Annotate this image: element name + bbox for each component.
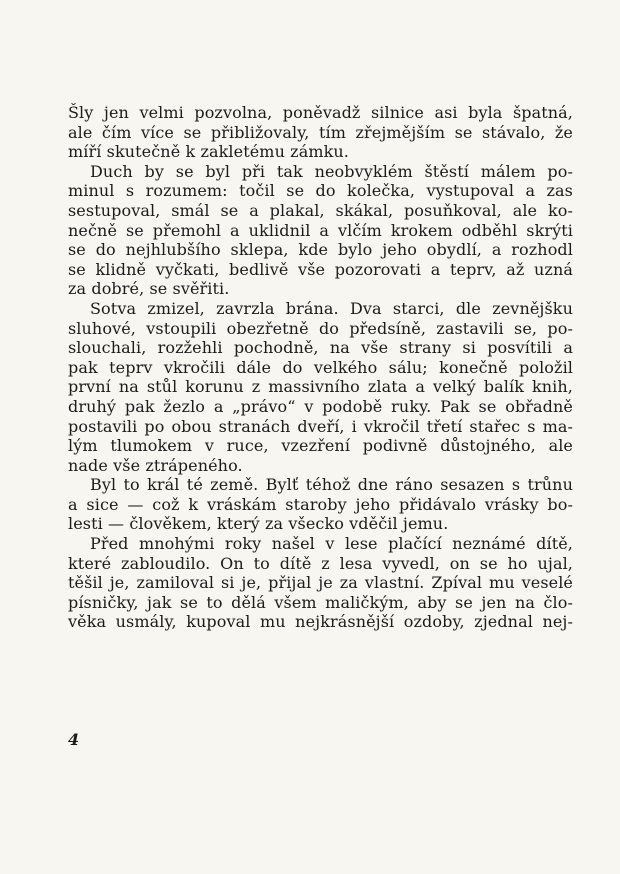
text-line: Před mnohými roky našel v lese plačící neznámé dítě,: [90, 534, 573, 554]
text-line: minul s rozumem: točil se do kolečka, vystupoval a zas: [68, 181, 573, 201]
text-line: slouchali, rozžehli pochodně, na vše strany si posvítili a: [68, 338, 573, 358]
text-line: ale čím více se přibližovaly, tím zřejmějším se stávalo, že: [68, 122, 573, 142]
text-line: se klidně vyčkati, bedlivě vše pozorovati a teprv, až uzná: [68, 259, 573, 279]
text-line: lým tlumokem v ruce, vzezření podivně důstojného, ale: [68, 436, 573, 456]
text-line: míří skutečně k zakletému zámku.: [68, 142, 349, 162]
text-line: Duch by se byl při tak neobvyklém štěstí málem po-: [90, 161, 573, 181]
text-line: pak teprv vkročili dále do velkého sálu; konečně položil: [68, 357, 573, 377]
text-line: sluhové, vstoupili obezřetně do předsíně, zastavili se, po-: [68, 318, 573, 338]
text-line: věka usmály, kupoval mu nejkrásnější ozdoby, zjednal nej-: [68, 612, 573, 632]
text-line: které zabloudilo. On to dítě z lesa vyvedl, on se ho ujal,: [68, 553, 573, 573]
text-line: a sice — což k vráskám staroby jeho přidávalo vrásky bo-: [68, 494, 573, 514]
text-line: Sotva zmizel, zavrzla brána. Dva starci, dle zevnějšku: [90, 298, 573, 318]
page-number: 4: [68, 730, 80, 749]
body-text: [68, 103, 573, 632]
text-line: těšil je, zamiloval si je, přijal je za vlastní. Zpíval mu veselé: [68, 573, 573, 593]
text-line: Byl to král té země. Bylť téhož dne ráno sesazen s trůnu: [90, 475, 573, 495]
text-line: lesti — člověkem, který za všecko vděčil jemu.: [68, 514, 449, 534]
text-line: Šly jen velmi pozvolna, poněvadž silnice asi byla špatná,: [68, 103, 573, 122]
text-line: písničky, jak se to dělá všem maličkým, aby se jen na člo-: [68, 592, 573, 612]
text-line: nade vše ztrápeného.: [68, 455, 243, 475]
text-line: sestupoval, smál se a plakal, skákal, posuňkoval, ale ko-: [68, 200, 573, 220]
text-line: první na stůl korunu z massivního zlata a velký balík knih,: [68, 377, 573, 397]
text-line: postavili po obou stranách dveří, i vkročil třetí stařec s ma-: [68, 416, 573, 436]
text-line: druhý pak žezlo a „právo“ v podobě ruky. Pak se obřadně: [68, 396, 573, 416]
text-line: za dobré, se svěřiti.: [68, 279, 230, 299]
text-line: se do nejhlubšího sklepa, kde bylo jeho obydlí, a rozhodl: [68, 240, 573, 260]
text-line: nečně se přemohl a uklidnil a vlčím krokem odběhl skrýti: [68, 220, 573, 240]
